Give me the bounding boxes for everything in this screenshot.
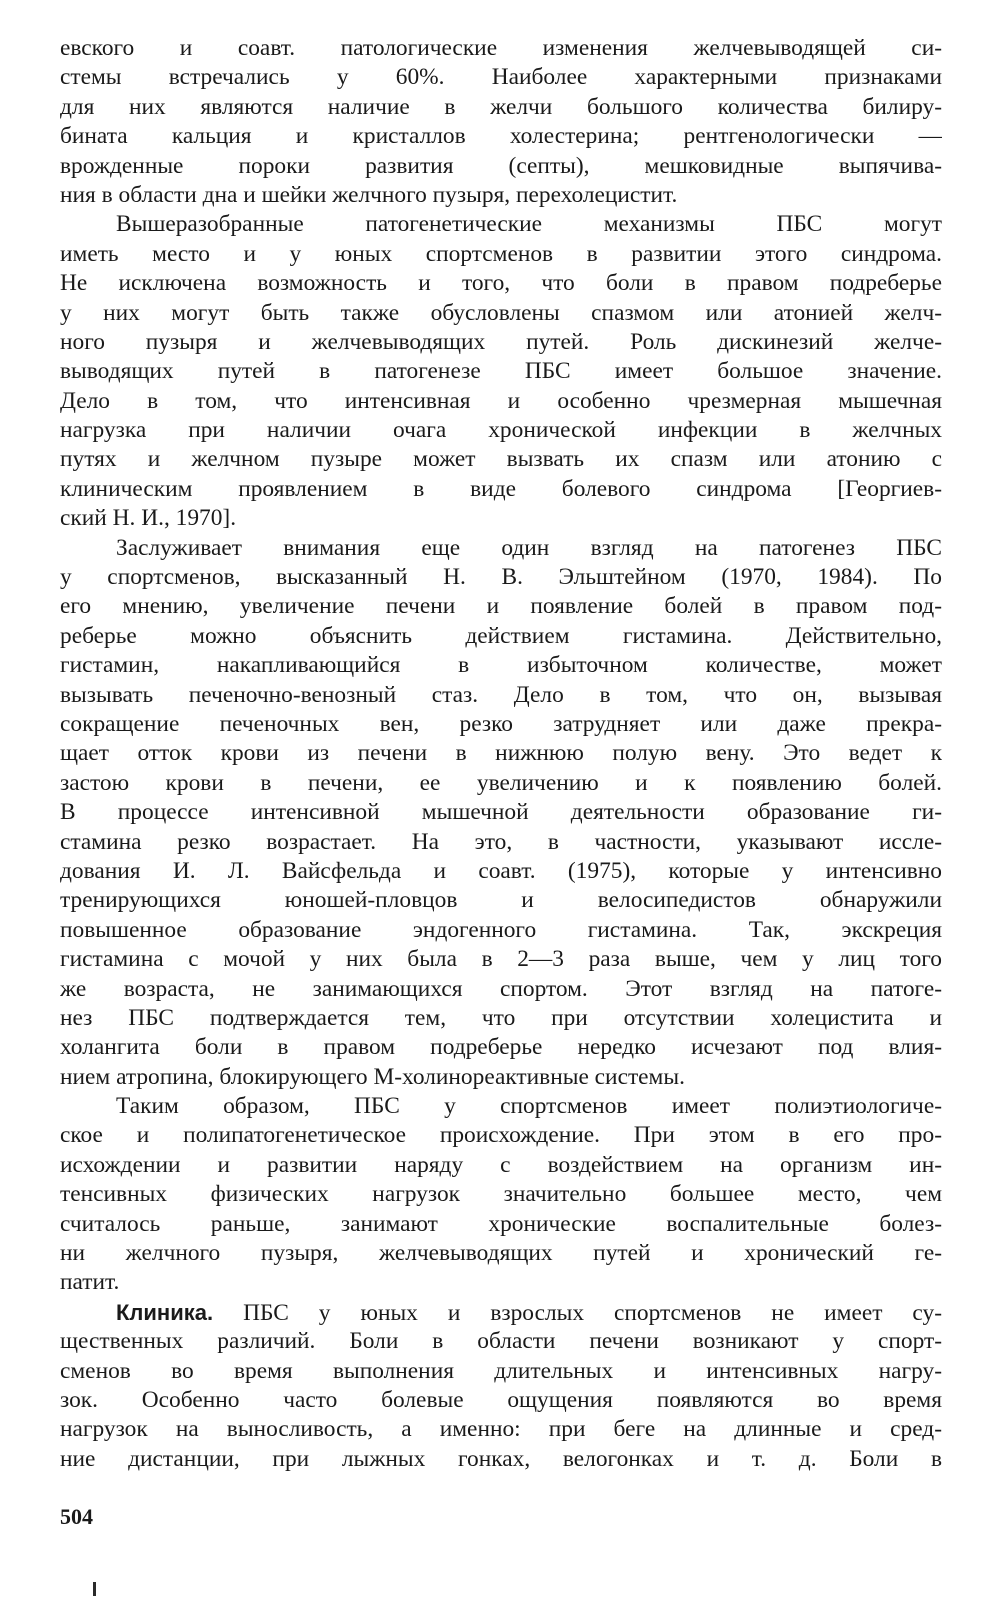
text-line: ни желчного пузыря, желчевыводящих путей и хронический ге- [60,1240,942,1267]
text-line: стемы встречались у 60%. Наиболее характерными признаками [60,64,942,91]
text-line: сменов во время выполнения длительных и интенсивных нагру- [60,1357,942,1384]
text-line-with-heading [60,1298,942,1327]
text-line: ния в области дна и шейки желчного пузыря, перехолецистит. [60,181,678,208]
text-line: ного пузыря и желчевыводящих путей. Роль дискинезий желче- [60,328,942,355]
text-line: Не исключена возможность и того, что боли в правом подреберье [60,270,942,297]
text-line: выводящих путей в патогенезе ПБС имеет большое значение. [60,358,942,385]
text-line: исхождении и развитии наряду с воздействием на организм ин- [60,1151,942,1178]
text-line: вызывать печеночно-венозный стаз. Дело в том, что он, вызывая [60,681,942,708]
text-line: нием атропина, блокирующего М-холинореактивные системы. [60,1063,685,1090]
text-line: тенсивных физических нагрузок значительно большее место, чем [60,1181,942,1208]
text-line: патит. [60,1269,120,1296]
text-line: щественных различий. Боли в области печени возникают у спорт- [60,1328,942,1355]
text-line: тренирующихся юношей-пловцов и велосипедистов обнаружили [60,887,942,914]
text-line: путях и желчном пузыре может вызвать их спазм или атонию с [60,446,942,473]
text-line: Таким образом, ПБС у спортсменов имеет полиэтиологиче- [116,1093,942,1120]
text-line: клиническим проявлением в виде болевого синдрома [Георгиев- [60,475,942,502]
text-line: холангита боли в правом подреберье нередко исчезают под влия- [60,1034,942,1061]
text-line: врожденные пороки развития (септы), мешковидные выпячива- [60,152,942,179]
text-line: сокращение печеночных вен, резко затрудняет или даже прекра- [60,710,942,737]
text-line: нагрузка при наличии очага хронической инфекции в желчных [60,417,942,444]
paragraph-4 [60,1092,942,1298]
text-line: у них могут быть также обусловлены спазмом или атонией желч- [60,299,942,326]
page-number: 504 [60,1504,93,1529]
text-line: ние дистанции, при лыжных гонках, велогонках и т. д. Боли в [60,1445,942,1472]
text-line: же возраста, не занимающихся спортом. Этот взгляд на патоге- [60,975,942,1002]
text-line: ское и полипатогенетическое происхождение. При этом в его про- [60,1122,942,1149]
text-line: бината кальция и кристаллов холестерина; рентгенологически — [60,123,942,150]
text-line: гистамина с мочой у них была в 2—3 раза выше, чем у лиц того [60,946,942,973]
text-line: для них являются наличие в желчи большого количества билиру- [60,93,942,120]
text-line: считалось раньше, занимают хронические воспалительные болез- [60,1210,942,1237]
text-line: щает отток крови из печени в нижнюю полую вену. Это ведет к [60,740,942,767]
scan-speck [93,1582,96,1596]
section-heading-clinic: Клиника. [116,1299,214,1325]
text-line: Дело в том, что интенсивная и особенно чрезмерная мышечная [60,387,942,414]
paragraph-3 [60,534,942,1092]
paragraph-1 [60,34,942,210]
text-line: Вышеразобранные патогенетические механизмы ПБС могут [116,211,942,238]
text-line: В процессе интенсивной мышечной деятельности образование ги- [60,799,942,826]
text-line: нагрузок на выносливость, а именно: при беге на длинные и сред- [60,1416,942,1443]
text-line: иметь место и у юных спортсменов в развитии этого синдрома. [60,240,942,267]
page-body [60,34,942,1474]
text-line: ский Н. И., 1970]. [60,505,237,532]
text-line: гистамин, накапливающийся в избыточном количестве, может [60,652,942,679]
text-line: его мнению, увеличение печени и появление болей в правом под- [60,593,942,620]
text-line: Заслуживает внимания еще один взгляд на патогенез ПБС [116,534,942,561]
text-line: застою крови в печени, ее увеличению и к появлению болей. [60,769,942,796]
text-line: зок. Особенно часто болевые ощущения появляются во время [60,1386,942,1413]
text-line: реберье можно объяснить действием гистамина. Действительно, [60,622,942,649]
paragraph-5 [60,1298,942,1474]
text-line: у спортсменов, высказанный Н. В. Эльштейном (1970, 1984). По [60,564,942,591]
paragraph-2 [60,210,942,533]
text-line: нез ПБС подтверждается тем, что при отсутствии холецистита и [60,1004,942,1031]
text-line: стамина резко возрастает. На это, в частности, указывают иссле- [60,828,942,855]
text-line-rest: ПБС у юных и взрослых спортсменов не имеет су- [213,1299,942,1326]
text-line: повышенное образование эндогенного гистамина. Так, экскреция [60,916,942,943]
text-line: дования И. Л. Вайсфельда и соавт. (1975), которые у интенсивно [60,857,942,884]
text-line: евского и соавт. патологические изменения желчевыводящей си- [60,35,942,61]
